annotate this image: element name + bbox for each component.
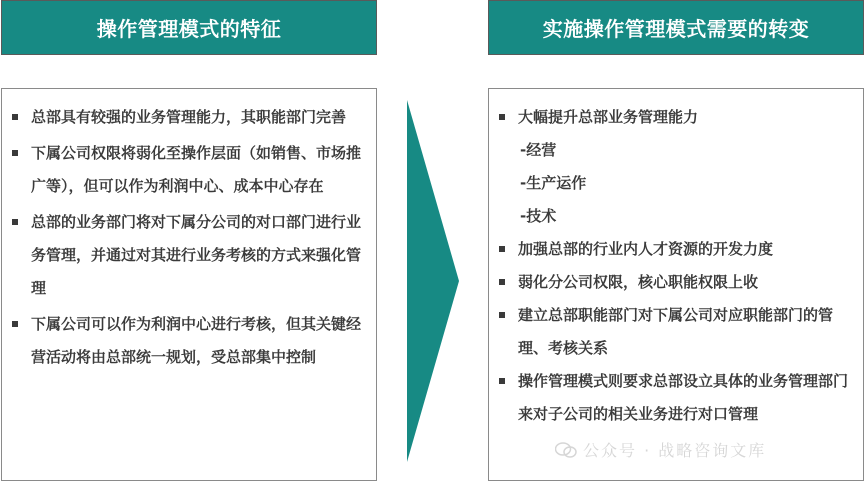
list-item-text: 操作管理模式则要求总部设立具体的业务管理部门来对子公司的相关业务进行对口管理 [518,372,849,423]
left-header [1,0,377,55]
features-panel [1,88,377,481]
bullet-icon [499,114,505,120]
watermark [555,438,766,461]
sub-item: -技术 [520,207,557,225]
list-item-text: 总部的业务部门将对下属分公司的对口部门进行业务管理，并通过对其进行业务考核的方式来强化管理 [31,213,362,297]
arrow-shape [407,100,459,462]
list-item [489,266,863,299]
bullet-icon [12,321,18,327]
sub-item: -生产运作 [520,174,587,192]
chevron-right-icon [407,100,459,462]
bullet-icon [499,246,505,252]
list-item-text: 大幅提升总部业务管理能力 [518,108,699,126]
list-item [489,365,863,431]
changes-list [489,101,863,431]
list-item-text: 弱化分公司权限，核心职能权限上收 [518,273,759,291]
bullet-icon [12,114,18,120]
list-item-text: 总部具有较强的业务管理能力，其职能部门完善 [31,108,347,126]
list-item [489,233,863,266]
list-item-text: 建立总部职能部门对下属公司对应职能部门的管理、考核关系 [518,306,834,357]
list-item [2,308,376,374]
watermark-text: 公众号 · 战略咨询文库 [583,441,767,460]
list-item-text: 下属公司可以作为利润中心进行考核，但其关键经营活动将由总部统一规划，受总部集中控制 [31,315,362,366]
right-title: 实施操作管理模式需要的转变 [542,17,810,41]
wechat-icon [555,442,577,458]
sub-item: -经营 [520,141,557,159]
left-title: 操作管理模式的特征 [96,17,282,41]
list-item [489,101,863,134]
bullet-icon [12,219,18,225]
list-item [2,206,376,305]
list-item [2,137,376,203]
changes-panel [488,88,864,481]
list-item-text: 下属公司权限将弱化至操作层面（如销售、市场推广等），但可以作为利润中心、成本中心存在 [31,144,362,195]
list-item [2,101,376,134]
list-item [489,299,863,365]
right-header [488,0,864,55]
bullet-icon [499,279,505,285]
list-item-text: 加强总部的行业内人才资源的开发力度 [518,240,774,258]
bullet-icon [499,378,505,384]
features-list [2,101,376,374]
bullet-icon [499,312,505,318]
bullet-icon [12,150,18,156]
